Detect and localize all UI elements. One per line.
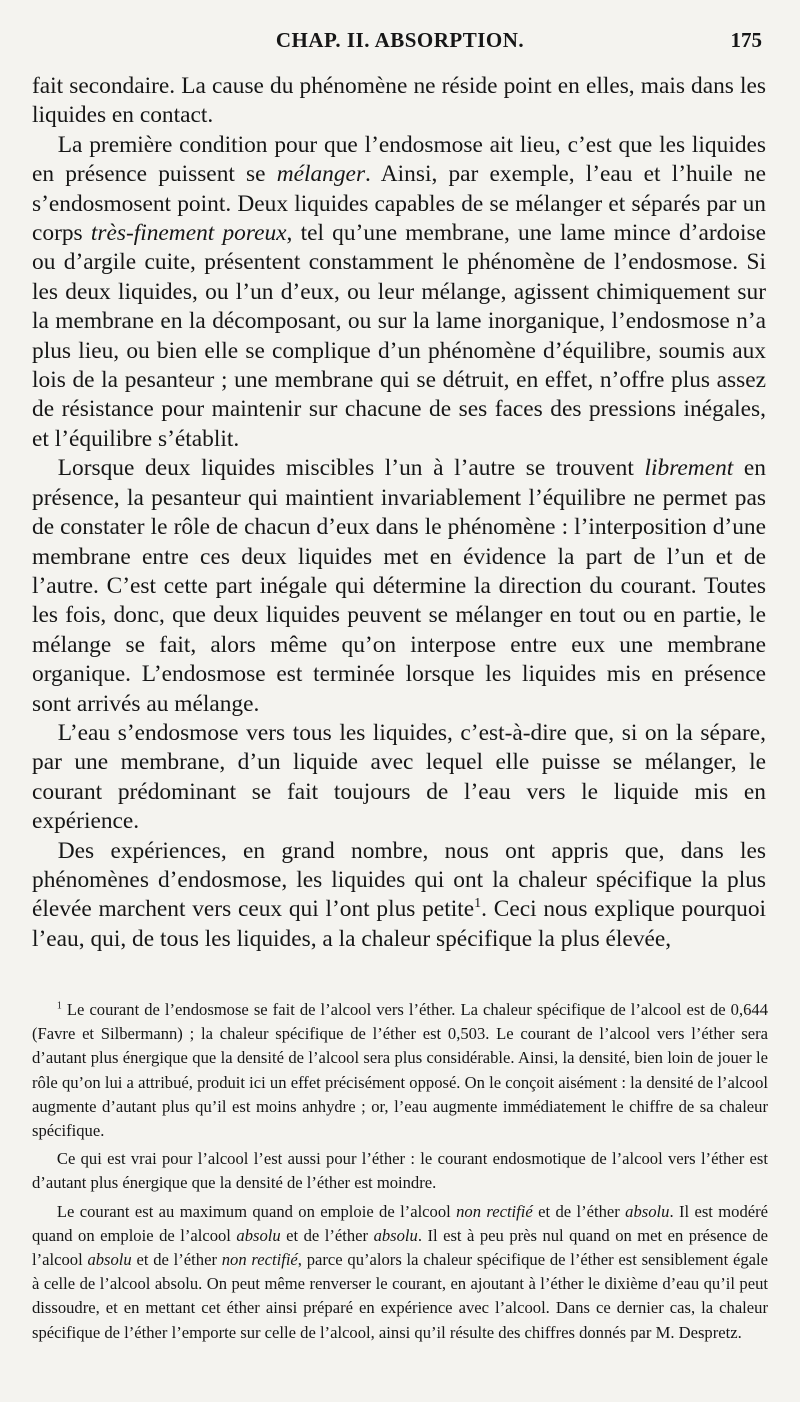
text-run: Lorsque deux liquides miscibles l’un à l’autre se trouvent [57,455,645,482]
text-run: . Ainsi, par exemple, l’eau et l’huile ne s’endosmosent point. Deux liquides capables de se mélanger et séparés par un corps [32,161,766,247]
emphasis: très-finement poreux [90,220,287,247]
emphasis: non rectifié [456,1201,533,1221]
page-number: 175 [730,28,762,52]
text-run: Le courant est au maximum quand on emploie de l’alcool [56,1201,457,1221]
paragraph-specific-heat [32,837,766,955]
text-run: . Il est à peu près nul quand on met en présence de l’alcool [32,1225,768,1270]
paragraph-water: L’eau s’endosmose vers tous les liquides, c’est-à-dire que, si on la sépare, par une membrane, d’un liquide avec lequel elle puisse se mélanger, le courant prédominant se fait toujours de l’eau vers le liquide mis en expérience. [32,719,766,835]
text-run: , tel qu’une membrane, une lame mince d’ardoise ou d’argile cuite, présentent constamment le phénomène de l’endosmose. Si les deux liquides, ou l’un d’eux, ou leur mélange, agissent chimiquement sur la membrane en la décomposant, ou sur la lame inorganique, l’endosmose n’a plus lieu, ou bien elle se complique d’un phénomène d’équilibre, soumis aux lois de la pesanteur ; une membrane qui se détruit, en effet, n’offre plus assez de résistance pour maintenir sur chacune de ses faces des pressions inégales, et l’équilibre s’établit. [32,220,766,452]
main-text [32,72,766,954]
paragraph-continued: fait secondaire. La cause du phénomène ne réside point en elles, mais dans les liquides en contact. [32,73,766,129]
text-run: et de l’éther [131,1250,222,1270]
page-header [30,28,770,62]
footnotes [32,998,768,1349]
emphasis: absolu [625,1201,670,1221]
emphasis: absolu [236,1225,281,1245]
running-title: CHAP. II. ABSORPTION. [275,28,525,52]
text-run: . Il est modéré quand on emploie de l’alcool [32,1201,769,1245]
text-run: Le courant de l’endosmose se fait de l’alcool vers l’éther. La chaleur spécifique de l’alcool est de 0,644 (Favre et Silbermann) ; la chaleur spécifique de l’éther est 0,503. Le courant de l’alcool vers l’éther sera d’autant plus énergique que la densité de l’alcool sera plus considérable. Ainsi, la densité, bien loin de jouer le rôle qu’on lui a attribué, produit ici un effet précisément opposé. On le conçoit aisément : la densité de l’alcool augmente d’autant plus qu’il est moins anhydre ; or, l’eau augmente immédiatement le chiffre de sa chaleur spécifique. [32,1000,768,1141]
emphasis: non rectifié [221,1250,298,1270]
text-run: La première condition pour que l’endosmose ait lieu, c’est que les liquides en présence puissent se [32,131,766,188]
emphasis: mélanger [276,161,366,188]
text-run: Des expériences, en grand nombre, nous ont appris que, dans les phénomènes d’endosmose, les liquides qui ont la chaleur spécifique la plus élevée marchent vers ceux qui l’ont plus petite [32,837,766,923]
text-run: en présence, la pesanteur qui maintient invariablement l’équilibre ne permet pas de constater le rôle de chacun d’eux dans le phénomène : l’interposition d’une membrane entre ces deux liquides met en évidence la part de l’un et de l’autre. C’est cette part inégale qui détermine la direction du courant. Toutes les fois, donc, que deux liquides peuvent se mélanger en tout ou en partie, le mélange se fait, alors même qu’on interpose entre eux une membrane organique. L’endosmose est terminée lorsque les liquides mis en présence sont arrivés au mélange. [32,455,766,717]
text-run: et de l’éther [280,1225,374,1245]
footnote-mark: 1 [56,1000,62,1012]
emphasis: absolu [373,1225,418,1245]
paragraph-miscible-liquids [32,454,766,719]
footnote-maximum [32,1200,768,1345]
emphasis: absolu [87,1250,132,1270]
emphasis: librement [644,455,734,482]
paragraph-mixing-condition [32,131,766,454]
footnote-ether: Ce qui est vrai pour l’alcool l’est aussi pour l’éther : le courant endosmotique de l’alcool vers l’éther est d’autant plus énergique que la densité de l’éther est moindre. [32,1149,768,1193]
text-run: et de l’éther [532,1201,626,1221]
footnote-reference: 1 [474,895,482,912]
footnote-1 [32,998,768,1143]
text-run: . Ceci nous explique pourquoi l’eau, qui, de tous les liquides, a la chaleur spécifique la plus élevée, [32,896,767,952]
text-run: , parce qu’alors la chaleur spécifique de l’éther est sensiblement égale à celle de l’alcool absolu. On peut même renverser le courant, en ajoutant à l’éther le dixième d’eau qu’il peut dissoudre, et en mettant cet éther ainsi préparé en expérience avec l’alcool. Dans ce dernier cas, la chaleur spécifique de l’éther l’emporte sur celle de l’alcool, ainsi qu’il résulte des chiffres donnés par M. Despretz. [32,1250,768,1342]
